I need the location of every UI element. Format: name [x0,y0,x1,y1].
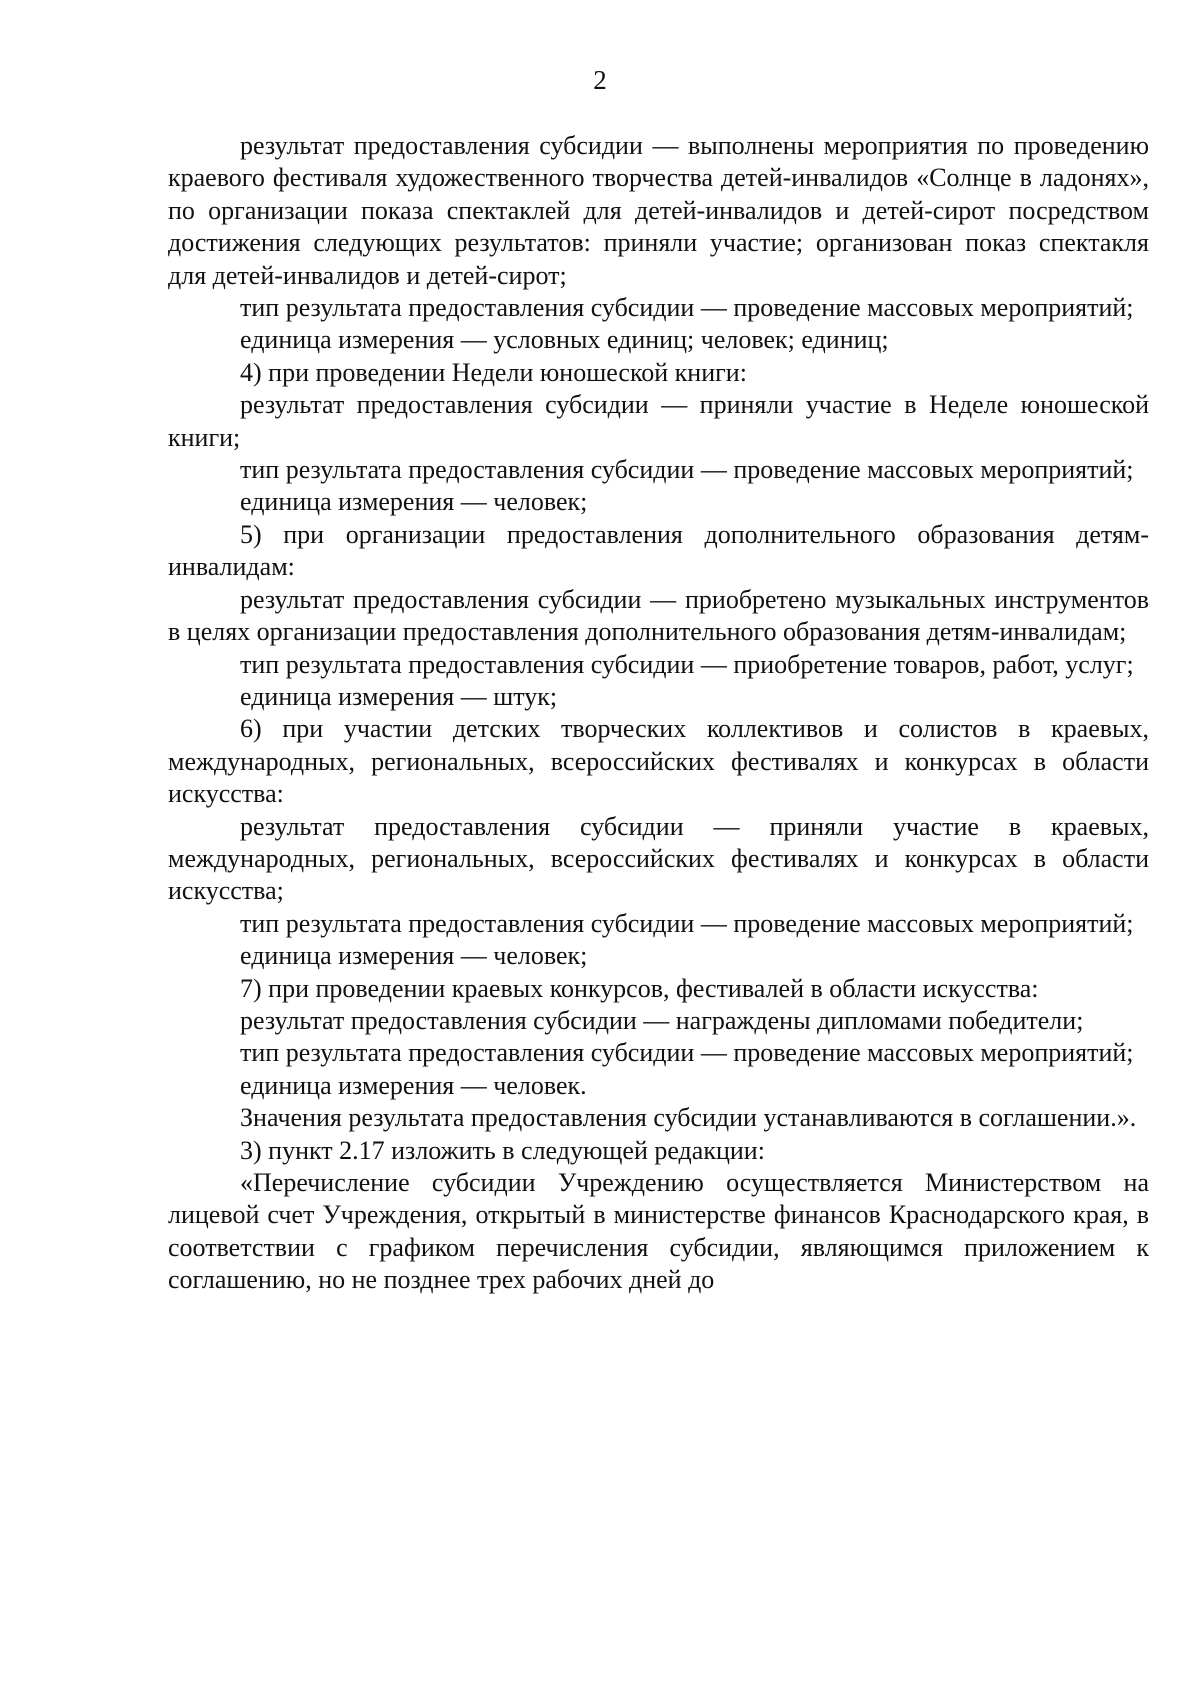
paragraph-result-festivals: результат предоставления субсидии — приняли участие в краевых, международных, региональных, всероссийских фестивалях и конкурсах в области искусства; [168,811,1149,906]
paragraph-result-type: тип результата предоставления субсидии — проведение массовых мероприятий; [240,293,1134,323]
paragraph-result-book-week: результат предоставления субсидии — приняли участие в Неделе юношеской книги; [168,390,1149,452]
paragraph-result-instruments: результат предоставления субсидии — приобретено музыкальных инструментов в целях организации предоставления дополнительного образования детям-инвалидам; [168,584,1149,647]
paragraph-item-6: 6) при участии детских творческих коллективов и солистов в краевых, международных, региональных, всероссийских фестивалях и конкурсах в области искусства: [168,714,1149,809]
paragraph-result-type: тип результата предоставления субсидии — проведение массовых мероприятий; [240,908,1134,938]
document-body [168,130,1149,1297]
paragraph-result-festival: результат предоставления субсидии — выполнены мероприятия по проведению краевого фестиваля художественного творчества детей-инвалидов «Солнце в ладонях», по организации показа спектаклей для детей-инвалидов и детей-сирот посредством достижения следующих результатов: приняли участие; организован показ спектакля для детей-инвалидов и детей-сирот; [168,131,1149,290]
paragraph-result-diplomas: результат предоставления субсидии — награждены дипломами победители; [240,1005,1084,1035]
page-number: 2 [593,65,607,95]
paragraph-result-type: тип результата предоставления субсидии — проведение массовых мероприятий; [240,1038,1134,1068]
paragraph-unit: единица измерения — человек; [240,941,588,971]
paragraph-unit: единица измерения — человек. [240,1070,587,1100]
paragraph-unit: единица измерения — условных единиц; человек; единиц; [240,325,889,355]
paragraph-unit: единица измерения — человек; [240,487,588,517]
paragraph-item-4: 4) при проведении Недели юношеской книги: [240,357,747,387]
paragraph-result-type: тип результата предоставления субсидии — проведение массовых мероприятий; [240,455,1134,485]
paragraph-item-7: 7) при проведении краевых конкурсов, фестивалей в области искусства: [240,973,1039,1003]
paragraph-result-type: тип результата предоставления субсидии — приобретение товаров, работ, услуг; [240,649,1134,679]
paragraph-item-5: 5) при организации предоставления дополнительного образования детям-инвалидам: [168,519,1149,582]
paragraph-values-note: Значения результата предоставления субсидии устанавливаются в соглашении.». [240,1103,1137,1133]
paragraph-item-3-point-2-17: 3) пункт 2.17 изложить в следующей редакции: [240,1135,765,1165]
paragraph-unit: единица измерения — штук; [240,681,558,711]
paragraph-transfer-subsidy: «Перечисление субсидии Учреждению осуществляется Министерством на лицевой счет Учреждения, открытый в министерстве финансов Краснодарского края, в соответствии с графиком перечисления субсидии, являющимся приложением к соглашению, но не позднее трех рабочих дней до [168,1168,1149,1295]
